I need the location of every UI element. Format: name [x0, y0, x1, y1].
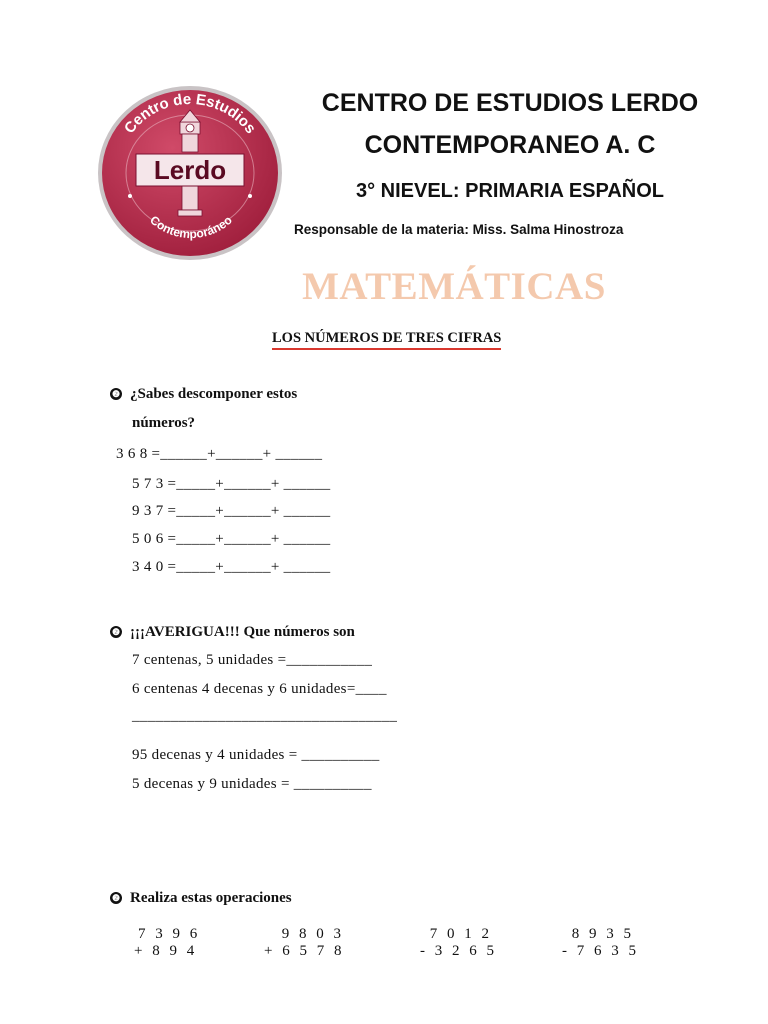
question-2-text: ¡¡¡AVERIGUA!!! Que números son — [130, 624, 355, 640]
school-logo — [96, 84, 284, 262]
question-1 — [110, 386, 297, 403]
averigua-row: 95 decenas y 4 unidades = __________ — [132, 747, 380, 763]
question-3 — [110, 890, 292, 907]
decompose-row: 3 4 0 =_____+______+ ______ — [132, 559, 331, 575]
question-1-line1: ¿Sabes descomponer estos — [130, 386, 298, 402]
teacher-line: Responsable de la materia: Miss. Salma Hinostroza — [294, 222, 624, 237]
operation-top: 7 3 9 6 — [138, 926, 201, 942]
decompose-row: 3 6 8 =______+______+ ______ — [116, 446, 323, 462]
topic-title: LOS NÚMEROS DE TRES CIFRAS — [272, 330, 501, 350]
logo-top-text: Centro de Estudios — [120, 90, 260, 137]
logo-center-text: Lerdo — [153, 155, 227, 185]
bullet-icon: ❷ — [111, 389, 121, 399]
operation-1 — [134, 926, 201, 960]
level-heading: 3° NIEVEL: PRIMARIA ESPAÑOL — [355, 180, 665, 202]
bullet-icon: ❷ — [111, 627, 121, 637]
logo-bottom-text: Contemporáneo — [147, 212, 235, 242]
operation-2 — [264, 926, 344, 960]
operation-bottom: - 3 2 6 5 — [420, 943, 497, 959]
subject-title: MATEMÁTICAS — [302, 265, 606, 308]
operation-bottom: - 7 6 3 5 — [562, 943, 639, 959]
operation-top: 8 9 3 5 — [571, 926, 634, 942]
decompose-row: 5 0 6 =_____+______+ ______ — [132, 531, 331, 547]
decompose-row: 5 7 3 =_____+______+ ______ — [132, 476, 331, 492]
school-name-line2: CONTEMPORANEO A. C — [364, 131, 656, 159]
decompose-row: 9 3 7 =_____+______+ ______ — [132, 503, 331, 519]
question-3-text: Realiza estas operaciones — [130, 890, 292, 906]
operation-3 — [420, 926, 497, 960]
school-name-line1: CENTRO DE ESTUDIOS LERDO — [321, 89, 699, 117]
operation-top: 9 8 0 3 — [281, 926, 344, 942]
averigua-row: __________________________________ — [132, 708, 398, 724]
averigua-row: 5 decenas y 9 unidades = __________ — [132, 776, 372, 792]
question-1-line2: números? — [132, 415, 196, 431]
averigua-row: 6 centenas 4 decenas y 6 unidades=____ — [132, 681, 387, 697]
question-2 — [110, 624, 355, 641]
operation-bottom: + 8 9 4 — [134, 943, 198, 959]
operation-top: 7 0 1 2 — [429, 926, 492, 942]
operation-4 — [562, 926, 639, 960]
bullet-icon: ❷ — [111, 893, 121, 903]
operation-bottom: + 6 5 7 8 — [264, 943, 345, 959]
averigua-row: 7 centenas, 5 unidades =___________ — [132, 652, 373, 668]
